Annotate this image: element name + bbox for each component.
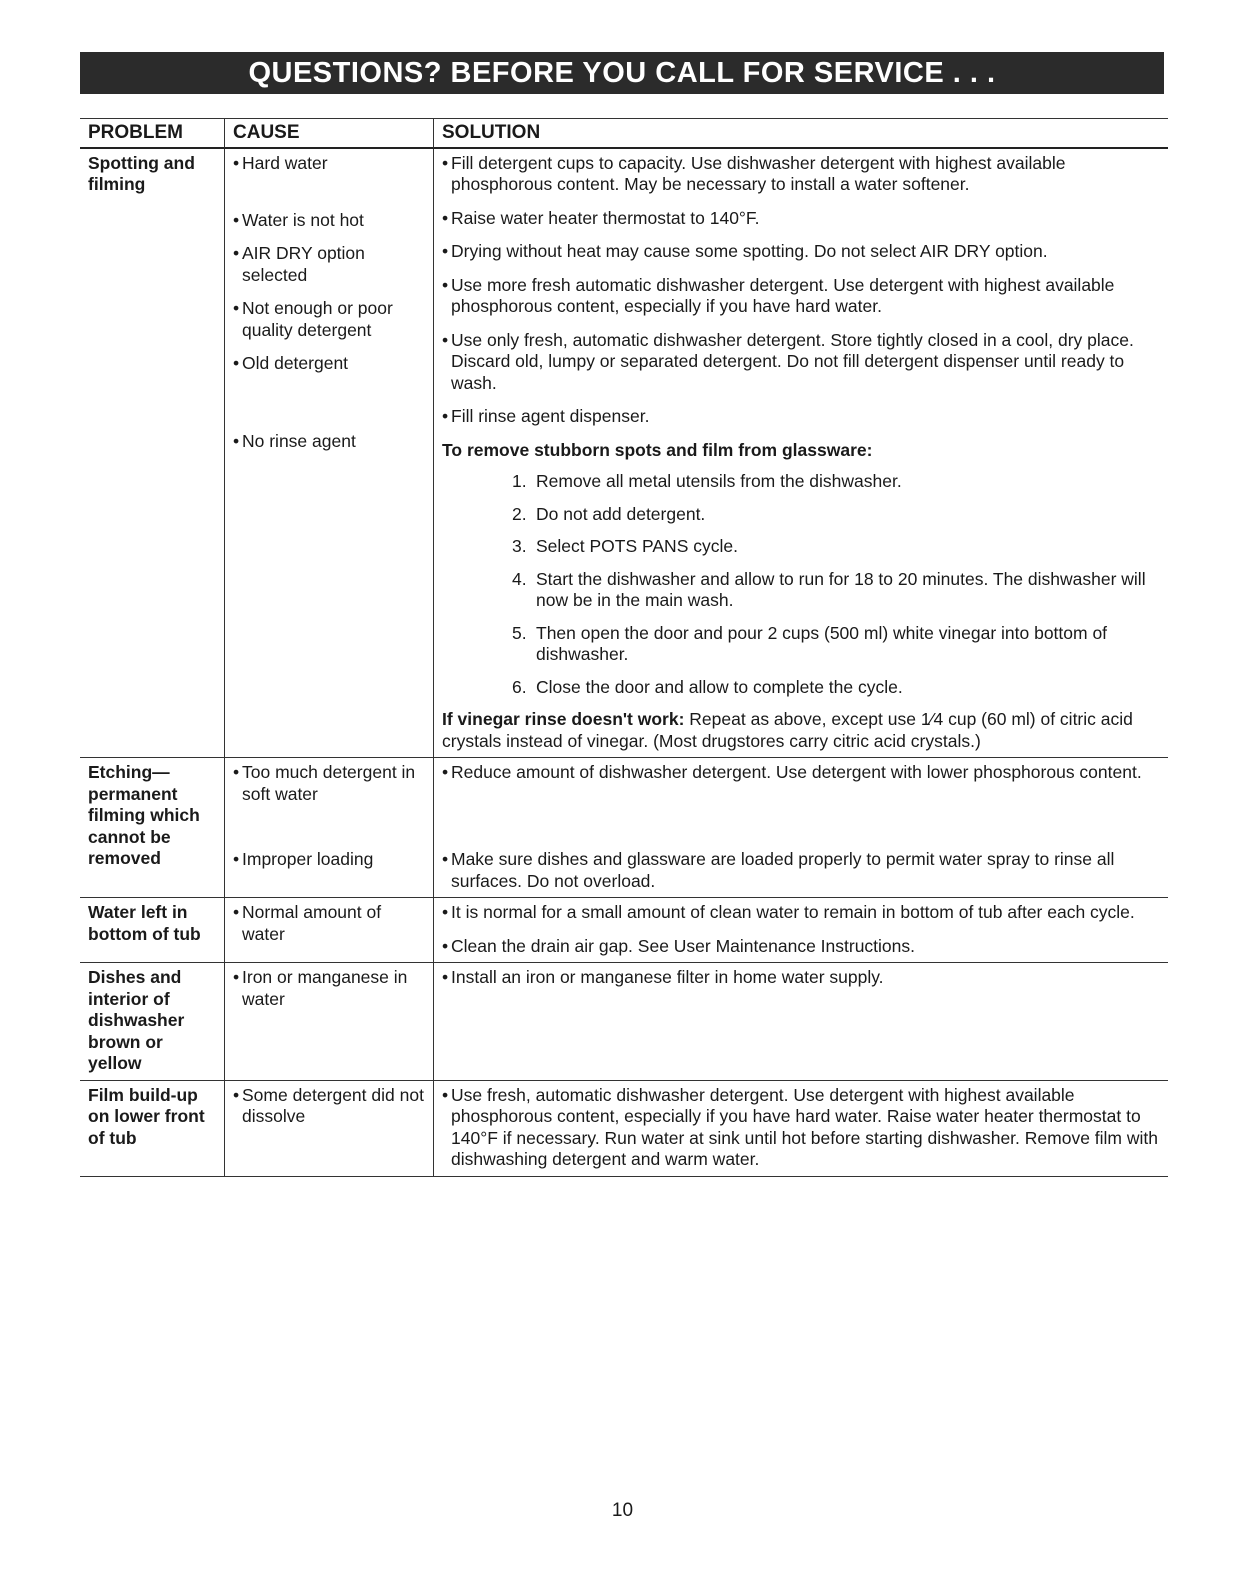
solution-item: • Use only fresh, automatic dishwasher detergent. Store tightly closed in a cool, dry place. Discard old, lumpy or separated detergent. Do not fill detergent dispenser until ready to wash. <box>442 329 1134 393</box>
header-problem: PROBLEM <box>80 118 224 149</box>
troubleshooting-table <box>80 118 1168 1177</box>
page-number: 10 <box>611 1500 634 1521</box>
step-item: 4. Start the dishwasher and allow to run for 18 to 20 minutes. The dishwasher will now be in the main wash. <box>512 568 1146 610</box>
cause-item: • Water is not hot <box>233 209 364 230</box>
cause-item: • AIR DRY option selected <box>233 243 365 285</box>
solution-item: • Fill detergent cups to capacity. Use dishwasher detergent with highest available phosphorous content. May be necessary to install a water softener. <box>442 152 1066 194</box>
cause-item: • Old detergent <box>233 353 349 373</box>
causes-spotting <box>224 149 433 759</box>
cause-item: • Improper loading <box>233 849 374 869</box>
causes-water-left <box>224 898 433 963</box>
solution-item: • Use more fresh automatic dishwasher detergent. Use detergent with highest available phosphorous content, especially if you have hard water. <box>442 274 1115 316</box>
solutions-spotting <box>433 149 1168 759</box>
problem-film-buildup: Film build-up on lower front of tub <box>80 1081 224 1177</box>
cause-item: • Normal amount of water <box>233 902 382 944</box>
causes-brown-yellow <box>224 963 433 1081</box>
cause-item: • No rinse agent <box>233 431 356 451</box>
step-item: 2. Do not add detergent. <box>512 503 706 524</box>
step-item: 1. Remove all metal utensils from the dishwasher. <box>512 471 902 491</box>
stubborn-spots-steps <box>442 471 1160 698</box>
problem-spotting: Spotting and filming <box>80 149 224 759</box>
solution-item: • Raise water heater thermostat to 140°F. <box>442 207 760 228</box>
solution-item: • Reduce amount of dishwasher detergent. Use detergent with lower phosphorous content. <box>442 762 1142 782</box>
causes-film-buildup <box>224 1081 433 1177</box>
header-cause: CAUSE <box>224 118 433 149</box>
step-item: 3. Select POTS PANS cycle. <box>512 536 738 556</box>
problem-water-left: Water left in bottom of tub <box>80 898 224 963</box>
step-item: 5. Then open the door and pour 2 cups (500 ml) white vinegar into bottom of dishwasher. <box>512 622 1108 664</box>
problem-brown-yellow: Dishes and interior of dishwasher brown or yellow <box>80 963 224 1081</box>
solution-item: • Drying without heat may cause some spotting. Do not select AIR DRY option. <box>442 241 1048 261</box>
page-banner: QUESTIONS? BEFORE YOU CALL FOR SERVICE . . . <box>80 52 1164 94</box>
solution-item: • Clean the drain air gap. See User Maintenance Instructions. <box>442 935 916 956</box>
solution-item: • It is normal for a small amount of clean water to remain in bottom of tub after each cycle. <box>442 902 1135 922</box>
cause-item: • Not enough or poor quality detergent <box>233 298 393 340</box>
header-solution: SOLUTION <box>433 118 1168 149</box>
solutions-water-left <box>433 898 1168 963</box>
solution-item: • Fill rinse agent dispenser. <box>442 406 650 426</box>
cause-item: • Iron or manganese in water <box>233 967 408 1009</box>
cause-item: • Too much detergent in soft water <box>233 762 416 804</box>
solutions-film-buildup <box>433 1081 1168 1177</box>
cause-item: • Some detergent did not dissolve <box>233 1084 424 1126</box>
solutions-etching <box>433 758 1168 898</box>
stubborn-spots-heading: To remove stubborn spots and film from glassware: <box>442 439 873 460</box>
cause-item: • Hard water <box>233 152 328 173</box>
solution-item: • Use fresh, automatic dishwasher detergent. Use detergent with highest available phosphorous content, especially if you have hard water. Raise water heater thermostat to 140°F if necessary. Run water at sink until hot before starting dishwasher. Remove film with dishwashing detergent and warm water. <box>442 1084 1158 1169</box>
step-item: 6. Close the door and allow to complete the cycle. <box>512 676 903 697</box>
vinegar-note: If vinegar rinse doesn't work: Repeat as above, except use 1⁄4 cup (60 ml) of citric acid crystals instead of vinegar. (Most drugstores carry citric acid crystals.) <box>442 709 1133 751</box>
problem-etching: Etching— permanent filming which cannot be removed <box>80 758 224 898</box>
solutions-brown-yellow <box>433 963 1168 1081</box>
solution-item: • Install an iron or manganese filter in home water supply. <box>442 967 884 987</box>
solution-item: • Make sure dishes and glassware are loaded properly to permit water spray to rinse all surfaces. Do not overload. <box>442 849 1115 891</box>
causes-etching <box>224 758 433 898</box>
